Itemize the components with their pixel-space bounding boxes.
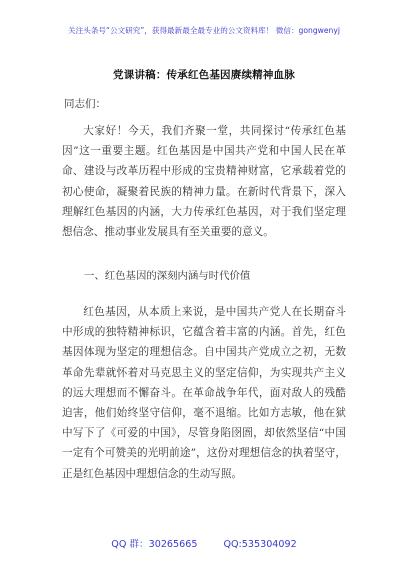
footer-contact (0, 536, 408, 550)
paragraph-section-1: 红色基因，从本质上来说，是中国共产党人在长期奋斗中形成的独特精神标识，它蕴含着丰富的内涵。首先，红色基因体现为坚定的理想信念。自中国共产党成立之初，无数革命先辈就怀着对马克思主义的坚定信仰，为实现共产主义的远大理想而不懈奋斗。在革命战争年代，面对敌人的残酷迫害，他们始终坚守信仰，毫不退缩。比如方志敏，他在狱中写下了《可爱的中国》，尽管身陷囹圄，却依然坚信“中国一定有个可赞美的光明前途”，这份对理想信念的执着坚守，正是红色基因中理想信念的生动写照。 (62, 306, 346, 480)
footer-qq-group: QQ 群：30265665 (111, 539, 198, 550)
footer-qq: QQ:535304092 (223, 539, 297, 550)
salutation: 同志们： (64, 98, 106, 110)
document-title: 党课讲稿：传承红色基因赓续精神血脉 (113, 69, 295, 81)
section-heading-1: 一、红色基因的深刻内涵与时代价值 (84, 270, 251, 282)
header-banner: 关注头条号“公文研究”，获得最新最全最专业的公文资料库！ 微信：gongwenyj (68, 26, 340, 35)
paragraph-intro: 大家好！今天，我们齐聚一堂，共同探讨“传承红色基因”这一重要主题。红色基因是中国共产党和中国人民在革命、建设与改革历程中形成的宝贵精神财富，它承载着党的初心使命，凝聚着民族的精神力量。在新时代背景下，深入理解红色基因的内涵，大力传承红色基因，对于我们坚定理想信念、推动事业发展具有至关重要的意义。 (62, 125, 346, 239)
